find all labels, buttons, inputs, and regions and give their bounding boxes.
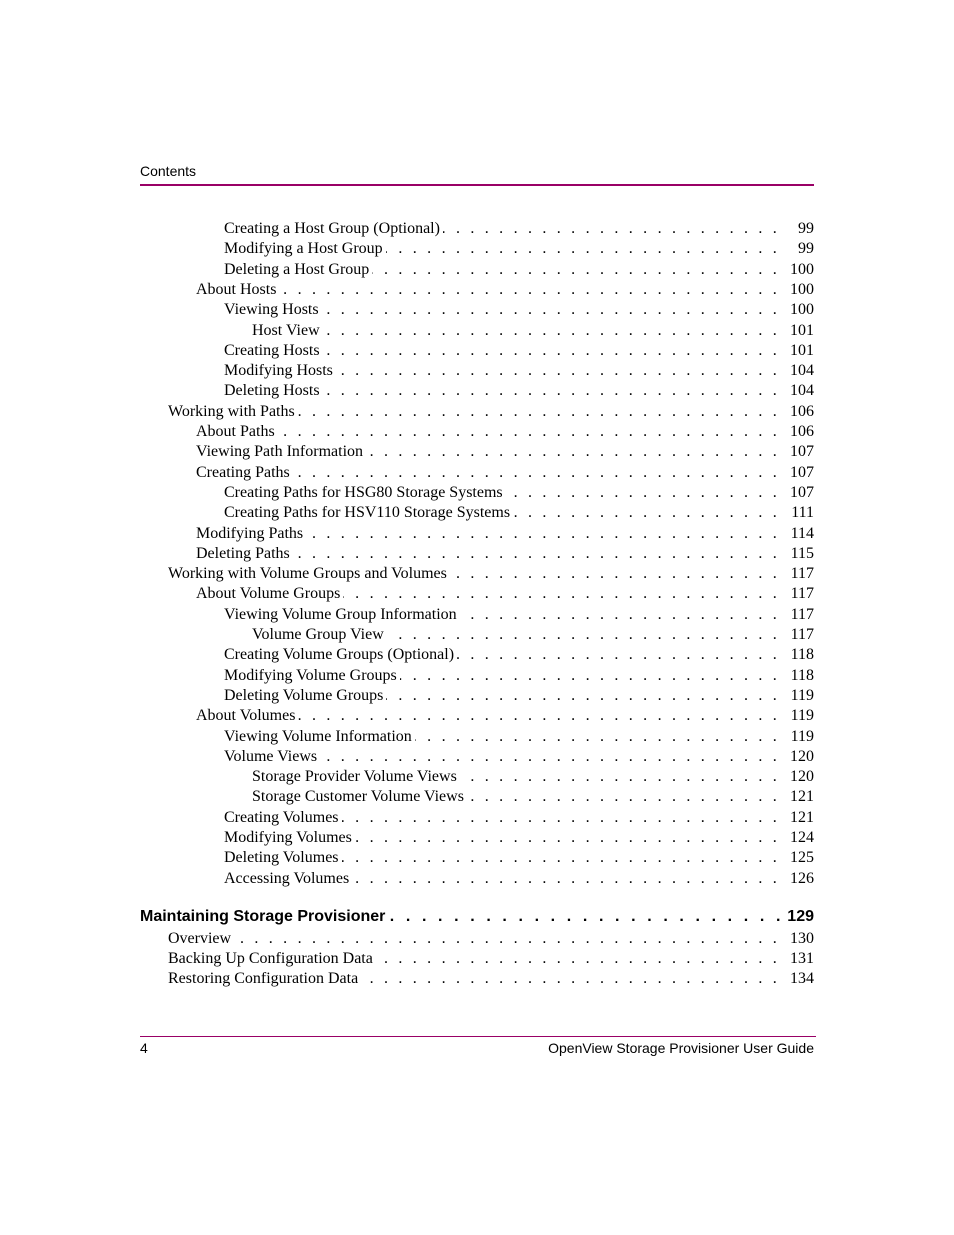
toc-entry-title: Modifying a Host Group — [224, 240, 383, 257]
toc-entry-page: 126 — [790, 870, 814, 887]
toc-entry-title: Modifying Hosts — [224, 362, 333, 379]
toc-entry[interactable] — [224, 686, 814, 706]
chapter-page: 129 — [787, 908, 814, 925]
toc-entry[interactable] — [252, 625, 814, 645]
toc-entry-page: 100 — [790, 301, 814, 318]
toc-entry-page: 119 — [790, 687, 814, 704]
footer-rule — [140, 1036, 816, 1037]
toc-entry[interactable] — [252, 787, 814, 807]
toc-entry-title: About Volume Groups — [196, 585, 341, 602]
toc-entry[interactable] — [224, 260, 814, 280]
toc-entry[interactable] — [196, 544, 814, 564]
toc-entry-page: 117 — [790, 626, 814, 643]
toc-entry-title: Creating Paths for HSG80 Storage Systems — [224, 484, 503, 501]
toc-entry[interactable] — [252, 767, 814, 787]
toc-entry-title: Volume Views — [224, 748, 318, 765]
toc-entry-page: 134 — [790, 970, 814, 987]
toc-entry-page: 106 — [790, 403, 814, 420]
chapter-title: Maintaining Storage Provisioner — [140, 908, 386, 925]
toc-entry[interactable] — [196, 706, 814, 726]
toc-entry-page: 101 — [790, 342, 814, 359]
toc-entry[interactable] — [252, 321, 814, 341]
toc-entry-title: Viewing Hosts — [224, 301, 319, 318]
toc-entry-page: 100 — [790, 261, 814, 278]
toc-entry-title: Deleting Volume Groups — [224, 687, 384, 704]
toc-entry-page: 104 — [790, 382, 814, 399]
toc-chapter-entry[interactable] — [140, 907, 814, 927]
toc-entry-title: Modifying Paths — [196, 525, 304, 542]
toc-entry-title: Overview — [168, 930, 232, 947]
toc-entry[interactable] — [196, 422, 814, 442]
footer-page-number: 4 — [140, 1040, 148, 1056]
toc-entry-page: 117 — [790, 585, 814, 602]
toc-entry-title: Backing Up Configuration Data — [168, 950, 373, 967]
header-rule — [140, 184, 814, 186]
toc-entry-page: 120 — [790, 748, 814, 765]
toc-entry-page: 107 — [790, 484, 814, 501]
toc-entry[interactable] — [224, 666, 814, 686]
toc-entry-page: 99 — [798, 240, 814, 257]
toc-entry-title: Volume Group View — [252, 626, 384, 643]
toc-entry-page: 120 — [790, 768, 814, 785]
toc-entry-title: Creating Paths for HSV110 Storage Systems — [224, 504, 511, 521]
toc-entry-page: 131 — [790, 950, 814, 967]
toc-entry-title: Creating Volume Groups (Optional) — [224, 646, 455, 663]
toc-entry-page: 107 — [790, 443, 814, 460]
toc-entry-page: 130 — [790, 930, 814, 947]
toc-entry[interactable] — [224, 869, 814, 889]
toc-entry[interactable] — [168, 402, 814, 422]
toc-entry[interactable] — [224, 727, 814, 747]
toc-entry[interactable] — [196, 442, 814, 462]
toc-entry-title: Creating Volumes — [224, 809, 339, 826]
toc-entry-title: Deleting Volumes — [224, 849, 339, 866]
footer-book-title: OpenView Storage Provisioner User Guide — [548, 1040, 814, 1056]
toc-entry-page: 125 — [790, 849, 814, 866]
toc-entry[interactable] — [224, 503, 814, 523]
toc-entry[interactable] — [224, 381, 814, 401]
toc-entry-title: About Paths — [196, 423, 275, 440]
toc-entry[interactable] — [224, 483, 814, 503]
toc-entry-title: Storage Customer Volume Views — [252, 788, 464, 805]
toc-entry[interactable] — [224, 361, 814, 381]
toc-entry-page: 118 — [790, 667, 814, 684]
toc-entry-title: Viewing Volume Information — [224, 728, 412, 745]
toc-entry-page: 99 — [798, 220, 814, 237]
toc-entry-title: Deleting Hosts — [224, 382, 320, 399]
toc-entry-page: 111 — [791, 504, 814, 521]
toc-entry-page: 107 — [790, 464, 814, 481]
toc-entry-page: 119 — [790, 707, 814, 724]
toc-entry-title: Host View — [252, 322, 320, 339]
toc-entry-title: Storage Provider Volume Views — [252, 768, 457, 785]
toc-entry-title: Accessing Volumes — [224, 870, 350, 887]
toc-entry-page: 101 — [790, 322, 814, 339]
toc-entry[interactable] — [196, 584, 814, 604]
toc-entry-title: About Hosts — [196, 281, 277, 298]
toc-entry-page: 121 — [790, 809, 814, 826]
toc-entry-title: About Volumes — [196, 707, 296, 724]
toc-entry[interactable] — [196, 463, 814, 483]
toc-entry-title: Deleting Paths — [196, 545, 290, 562]
toc-entry-title: Working with Paths — [168, 403, 295, 420]
toc-entry-title: Deleting a Host Group — [224, 261, 370, 278]
toc-entry[interactable] — [168, 969, 814, 989]
toc-entry[interactable] — [224, 341, 814, 361]
toc-entry-page: 117 — [790, 606, 814, 623]
toc-entry[interactable] — [224, 219, 814, 239]
toc-entry[interactable] — [196, 280, 814, 300]
toc-entry-page: 104 — [790, 362, 814, 379]
toc-entry[interactable] — [224, 645, 814, 665]
running-header: Contents — [140, 163, 197, 179]
toc-entry-page: 114 — [790, 525, 814, 542]
toc-entry[interactable] — [224, 747, 814, 767]
toc-entry-title: Viewing Path Information — [196, 443, 364, 460]
toc-entry[interactable] — [168, 564, 814, 584]
toc-entry[interactable] — [196, 524, 814, 544]
toc-entry[interactable] — [224, 848, 814, 868]
toc-entry[interactable] — [224, 808, 814, 828]
toc-entry[interactable] — [224, 239, 814, 259]
toc-entry-title: Creating a Host Group (Optional) — [224, 220, 440, 237]
toc-entry[interactable] — [224, 828, 814, 848]
toc-entry-page: 100 — [790, 281, 814, 298]
toc-entry[interactable] — [224, 605, 814, 625]
toc-entry-title: Modifying Volume Groups — [224, 667, 397, 684]
toc-entry-title: Viewing Volume Group Information — [224, 606, 457, 623]
toc-entry[interactable] — [224, 300, 814, 320]
toc-entry-page: 115 — [790, 545, 814, 562]
toc-entry[interactable] — [168, 949, 814, 969]
toc-entry-title: Restoring Configuration Data — [168, 970, 359, 987]
toc-entry-title: Modifying Volumes — [224, 829, 352, 846]
toc-entry-page: 106 — [790, 423, 814, 440]
toc-entry[interactable] — [168, 929, 814, 949]
toc-entry-page: 118 — [790, 646, 814, 663]
toc-entry-title: Creating Paths — [196, 464, 290, 481]
toc-entry-page: 117 — [790, 565, 814, 582]
toc-entry-page: 124 — [790, 829, 814, 846]
toc-entry-page: 119 — [790, 728, 814, 745]
toc-entry-title: Working with Volume Groups and Volumes — [168, 565, 447, 582]
toc-entry-page: 121 — [790, 788, 814, 805]
toc-entry-title: Creating Hosts — [224, 342, 320, 359]
